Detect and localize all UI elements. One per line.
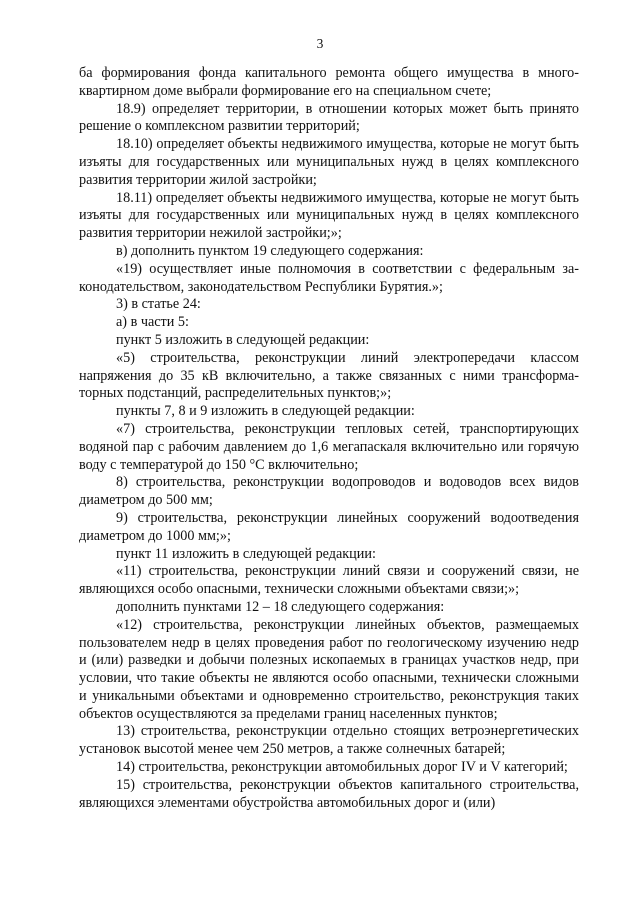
paragraph: дополнить пунктами 12 – 18 следующего содержания:: [116, 598, 445, 615]
paragraph: ба формирования фонда капитального ремонта общего имущества в многоквартирном доме выбрали формирование его на специальном счете;: [79, 65, 579, 99]
paragraph: «5) строительства, реконструкции линий электропередачи классом напряжения до 35 кВ включительно, а также связанных с ними трансформаторных подстанций, распределительных пунктов;»;: [79, 349, 579, 402]
paragraph: 18.9) определяет территории, в отношении которых может быть принято решение о комплексном развитии территорий;: [79, 100, 579, 135]
paragraph: 14) строительства, реконструкции автомобильных дорог IV и V категорий;: [116, 759, 568, 776]
paragraph: а) в части 5:: [116, 314, 189, 331]
paragraph: 18.10) определяет объекты недвижимого имущества, которые не могут быть изъяты для государственных или муниципальных нужд в целях комплексного развития территории жилой застройки;: [79, 136, 579, 188]
paragraph: 15) строительства, реконструкции объектов капитального строительства, являющихся элементами обустройства автомобильных дорог и (или): [79, 776, 579, 811]
page-number: 3: [316, 36, 324, 51]
paragraph: «7) строительства, реконструкции тепловых сетей, транспортирующих водяной пар с рабочим давлением до 1,6 мегапаскаля включительно или горячую воду с температурой до 150 °С включительно;: [79, 420, 579, 473]
paragraph: 13) строительства, реконструкции отдельно стоящих ветроэнергетических установок высотой менее чем 250 метров, а также солнечных батарей;: [79, 723, 579, 758]
paragraph: пункты 7, 8 и 9 изложить в следующей редакции:: [116, 403, 415, 420]
paragraph: «19) осуществляет иные полномочия в соответствии с федеральным законодательством, законодательством Республики Бурятия.»;: [79, 260, 579, 295]
paragraph: в) дополнить пунктом 19 следующего содержания:: [116, 242, 424, 259]
paragraph: 18.11) определяет объекты недвижимого имущества, которые не могут быть изъяты для государственных или муниципальных нужд в целях комплексного развития территории нежилой застройки;»;: [79, 189, 579, 242]
paragraph: «12) строительства, реконструкции линейных объектов, размещаемых пользователем недр в целях проведения работ по геологическому изучению недр и (или) разведки и добычи полезных ископаемых в границах участков недр, при условии, что такие объекты не являются особо опасными, технически сложными и уникальными объектами и одновременно строительство, реконструкция таких объектов осуществляются за пределами границ населенных пунктов;: [79, 616, 579, 722]
paragraph: «11) строительства, реконструкции линий связи и сооружений связи, не являющихся особо опасными, технически сложными объектами связи;»;: [79, 563, 579, 598]
paragraph: 3) в статье 24:: [116, 296, 201, 313]
paragraph: 9) строительства, реконструкции линейных сооружений водоотведения диаметром до 1000 мм;»;: [79, 509, 579, 544]
document-body: [79, 65, 579, 812]
paragraph: пункт 5 изложить в следующей редакции:: [116, 331, 370, 348]
paragraph: 8) строительства, реконструкции водопроводов и водоводов всех видов диаметром до 500 мм;: [79, 474, 579, 509]
paragraph: пункт 11 изложить в следующей редакции:: [116, 545, 376, 562]
